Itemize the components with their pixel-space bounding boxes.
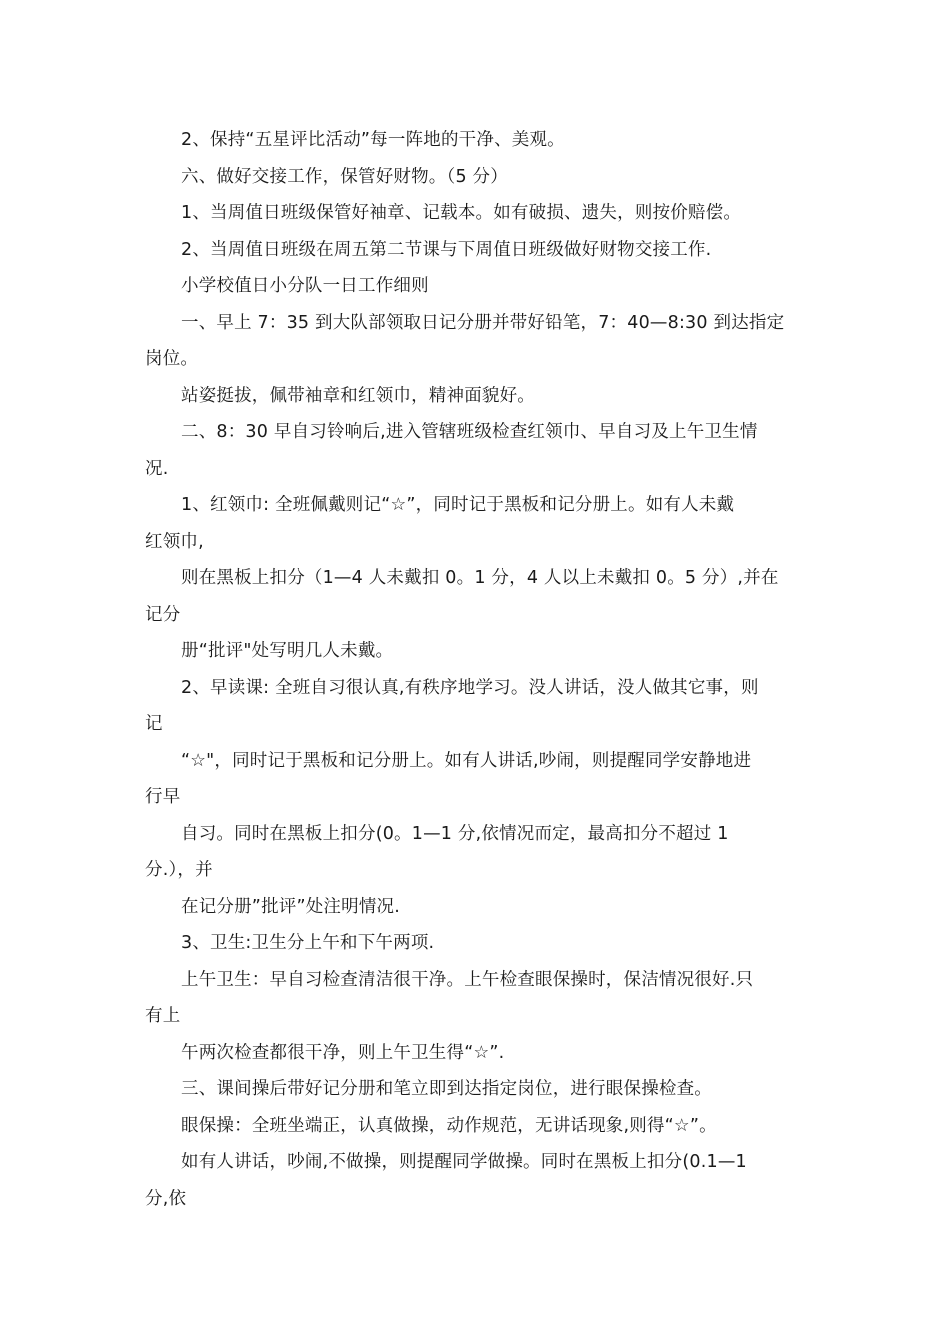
text-line: 岗位。 <box>145 349 199 369</box>
text-line: 记 <box>145 714 163 734</box>
text-line: 午两次检查都很干净，则上午卫生得“☆”. <box>181 1042 505 1063</box>
text-line: 如有人讲话，吵闹,不做操，则提醒同学做操。同时在黑板上扣分(0.1—1 <box>181 1152 747 1172</box>
text-line: 一、早上 7：35 到大队部领取日记分册并带好铅笔，7：40—8:30 到达指定 <box>181 312 785 333</box>
text-line: 眼保操：全班坐端正，认真做操，动作规范，无讲话现象,则得“☆”。 <box>181 1115 717 1136</box>
text-line: 三、课间操后带好记分册和笔立即到达指定岗位，进行眼保操检查。 <box>181 1079 712 1099</box>
text-line: 1、当周值日班级保管好袖章、记载本。如有破损、遗失，则按价赔偿。 <box>181 203 742 223</box>
text-line: 记分 <box>145 604 181 625</box>
text-line: 自习。同时在黑板上扣分(0。1—1 分,依情况而定，最高扣分不超过 1 <box>181 823 729 844</box>
text-line: 册“批评"处写明几人未戴。 <box>181 641 394 661</box>
text-line: 3、卫生:卫生分上午和下午两项. <box>181 933 435 953</box>
text-line: 况. <box>145 458 169 479</box>
text-line: 分,依 <box>145 1188 187 1209</box>
text-line: 六、做好交接工作，保管好财物。（5 分） <box>181 166 508 187</box>
text-line: 在记分册”批评”处注明情况. <box>181 896 400 917</box>
text-line: 小学校值日小分队一日工作细则 <box>181 276 429 296</box>
text-line: 2、当周值日班级在周五第二节课与下周值日班级做好财物交接工作. <box>181 239 712 260</box>
text-line: 站姿挺拔，佩带袖章和红领巾，精神面貌好。 <box>181 385 535 406</box>
text-line: 1、红领巾: 全班佩戴则记“☆”，同时记于黑板和记分册上。如有人未戴 <box>181 495 735 515</box>
text-line: 红领巾, <box>145 531 204 552</box>
text-line: 则在黑板上扣分（1—4 人未戴扣 0。1 分，4 人以上未戴扣 0。5 分）,并在 <box>181 568 779 588</box>
text-line: 上午卫生：早自习检查清洁很干净。上午检查眼保操时，保洁情况很好.只 <box>181 969 754 990</box>
text-line: “☆"，同时记于黑板和记分册上。如有人讲话,吵闹，则提醒同学安静地进 <box>181 750 752 771</box>
text-line: 分.），并 <box>145 860 213 880</box>
text-line: 二、8：30 早自习铃响后,进入管辖班级检查红领巾、早自习及上午卫生情 <box>181 422 758 442</box>
document-body <box>145 122 810 1217</box>
text-line: 行早 <box>145 787 181 807</box>
text-line: 有上 <box>145 1006 181 1026</box>
text-line: 2、早读课: 全班自习很认真,有秩序地学习。没人讲话，没人做其它事，则 <box>181 677 759 698</box>
text-line: 2、保持“五星评比活动”每一阵地的干净、美观。 <box>181 130 565 150</box>
